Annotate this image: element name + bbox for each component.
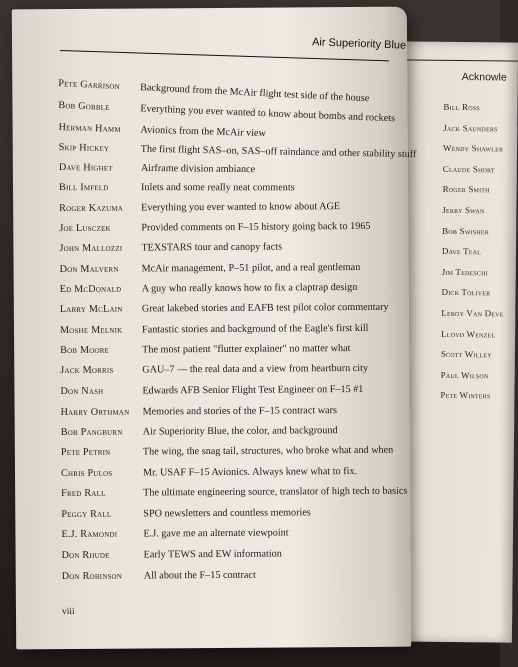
acknowledgment-entry <box>61 440 394 460</box>
acknowledgment-entry <box>60 358 368 378</box>
contributor-name: Don Robinson <box>61 570 123 583</box>
contributor-name: Pete Petrin <box>60 446 111 459</box>
contribution-description: Fantastic stories and background of the Eagle's first kill <box>141 322 369 336</box>
contribution-description: Edwards AFB Senior Flight Test Engineer on F–15 #1 <box>142 383 364 397</box>
contribution-description: Provided comments on F–15 history going back to 1965 <box>141 220 371 234</box>
contributor-name: Bill Imfeld <box>58 182 109 194</box>
right-running-head: Acknowle <box>461 71 507 84</box>
left-book-page <box>12 7 417 650</box>
acknowledgment-entry <box>61 420 338 440</box>
contribution-description: E.J. gave me an alternate viewpoint <box>143 527 289 540</box>
contributor-name: Dave Teal <box>441 246 482 257</box>
contribution-description: All about the F–15 contract <box>143 569 256 582</box>
contributor-name: Don Rhude <box>61 549 110 562</box>
contribution-description: Everything you ever wanted to know about bombs and rockets <box>140 103 396 125</box>
contributor-name: Chris Pulos <box>60 467 113 480</box>
contribution-description: Early TEWS and EW information <box>143 548 282 561</box>
contribution-description: Mr. USAF F–15 Avionics. Always knew what to fix. <box>142 465 358 479</box>
contributor-name: Peggy Rall <box>61 508 112 521</box>
acknowledgment-entry <box>60 297 389 317</box>
contributor-name: Joe Lusczek <box>59 222 111 235</box>
contribution-description: The wing, the snag tail, structures, who broke what and when <box>142 444 394 458</box>
contributor-name: Jack Morris <box>60 364 114 377</box>
right-book-page <box>392 41 518 642</box>
contributor-name: Wendy Shawler <box>442 143 504 154</box>
contributor-name: Bob Swisher <box>442 225 490 236</box>
contributor-name: Larry McLain <box>59 303 123 316</box>
contributor-name: Bob Gobble <box>58 100 110 114</box>
contributor-name: Harry Orthman <box>60 406 130 419</box>
contribution-description: Great lakebed stories and EAFB test pilot color commentary <box>141 301 389 315</box>
contributor-name: Fred Rall <box>61 487 106 500</box>
acknowledgment-entry <box>62 544 282 564</box>
contributor-name: Jack Saunders <box>443 122 498 134</box>
contributor-name: John Mallozzi <box>59 242 123 255</box>
acknowledgment-entry <box>62 565 256 584</box>
acknowledgment-entry <box>60 338 350 358</box>
acknowledgment-entry <box>59 196 340 216</box>
contributor-name: Roger Kazuma <box>59 202 124 215</box>
contributor-name: Don Nash <box>60 385 104 398</box>
acknowledgment-entry <box>60 318 369 338</box>
left-header-rule <box>60 50 389 61</box>
acknowledgment-entry <box>60 257 361 277</box>
contributor-name: E.J. Ramondi <box>61 528 118 541</box>
acknowledgment-entry <box>61 400 337 420</box>
contributor-name: Bob Moore <box>60 344 110 357</box>
contributor-name: Dave Highet <box>58 162 113 174</box>
contribution-description: TEXSTARS tour and canopy facts <box>141 241 283 254</box>
contribution-description: Avionics from the McAir view <box>140 124 267 140</box>
contributor-name: Jim Tedeschi <box>441 266 488 278</box>
contribution-description: Airframe division ambiance <box>140 162 256 176</box>
acknowledgment-entry <box>59 157 255 177</box>
contribution-description: Background from the McAir flight test side of the house <box>139 82 370 105</box>
contributor-name: Roger Smith <box>442 184 490 195</box>
contributor-name: Pete Winters <box>440 390 491 401</box>
right-header-rule <box>398 59 518 61</box>
contribution-description: Inlets and some really neat comments <box>140 182 295 194</box>
contributor-name: Jerry Swan <box>442 204 485 216</box>
left-running-head: Air Superiority Blue <box>311 36 407 52</box>
page-number: viii <box>61 606 75 618</box>
acknowledgment-entry <box>60 379 363 399</box>
contributor-name: Claude Short <box>442 163 495 175</box>
contributor-name: Dick Toliver <box>441 287 491 298</box>
contributor-name: Paul Wilson <box>440 369 489 381</box>
contributor-name: Bill Ross <box>443 101 480 113</box>
acknowledgment-entry <box>61 461 357 481</box>
contribution-description: GAU–7 — the real data and a view from heartburn city <box>142 362 369 376</box>
contribution-description: The ultimate engineering source, translator of high tech to basics <box>143 485 408 499</box>
contributor-name: Lloyd Wenzel <box>441 328 496 340</box>
acknowledgment-entry <box>61 522 288 542</box>
contributor-name: Pete Garrison <box>57 78 121 93</box>
contribution-description: The most patient "flutter explainer" no matter what <box>142 343 351 356</box>
contribution-description: McAir management, P–51 pilot, and a real gentleman <box>141 261 361 275</box>
contributor-name: Bob Pangburn <box>60 426 123 439</box>
acknowledgment-entry <box>60 277 358 297</box>
acknowledgment-entry <box>59 216 370 236</box>
acknowledgment-entry <box>59 237 282 257</box>
contributor-name: Herman Hamm <box>58 122 121 135</box>
contribution-description: Everything you ever wanted to know about AGE <box>141 201 341 214</box>
acknowledgment-entry <box>61 481 407 501</box>
contribution-description: Memories and stories of the F–15 contract wars <box>142 405 337 418</box>
contributor-name: Leroy Van Deve <box>441 307 504 319</box>
contributor-name: Skip Hickey <box>58 142 110 155</box>
contributor-name: Scott Willey <box>440 349 492 360</box>
contributor-name: Ed McDonald <box>59 283 122 296</box>
contribution-description: SPO newsletters and countless memories <box>143 507 311 520</box>
acknowledgment-entry <box>61 502 311 522</box>
contribution-description: Air Superiority Blue, the color, and background <box>142 425 338 438</box>
contributor-name: Don Malvern <box>59 263 119 276</box>
contribution-description: The first flight SAS–on, SAS–off raindance and other stability stuff <box>140 143 417 161</box>
contributor-name: Moshe Melnik <box>59 324 123 337</box>
contribution-description: A guy who really knows how to fix a claptrap design <box>141 281 358 295</box>
acknowledgment-entry <box>59 177 295 195</box>
